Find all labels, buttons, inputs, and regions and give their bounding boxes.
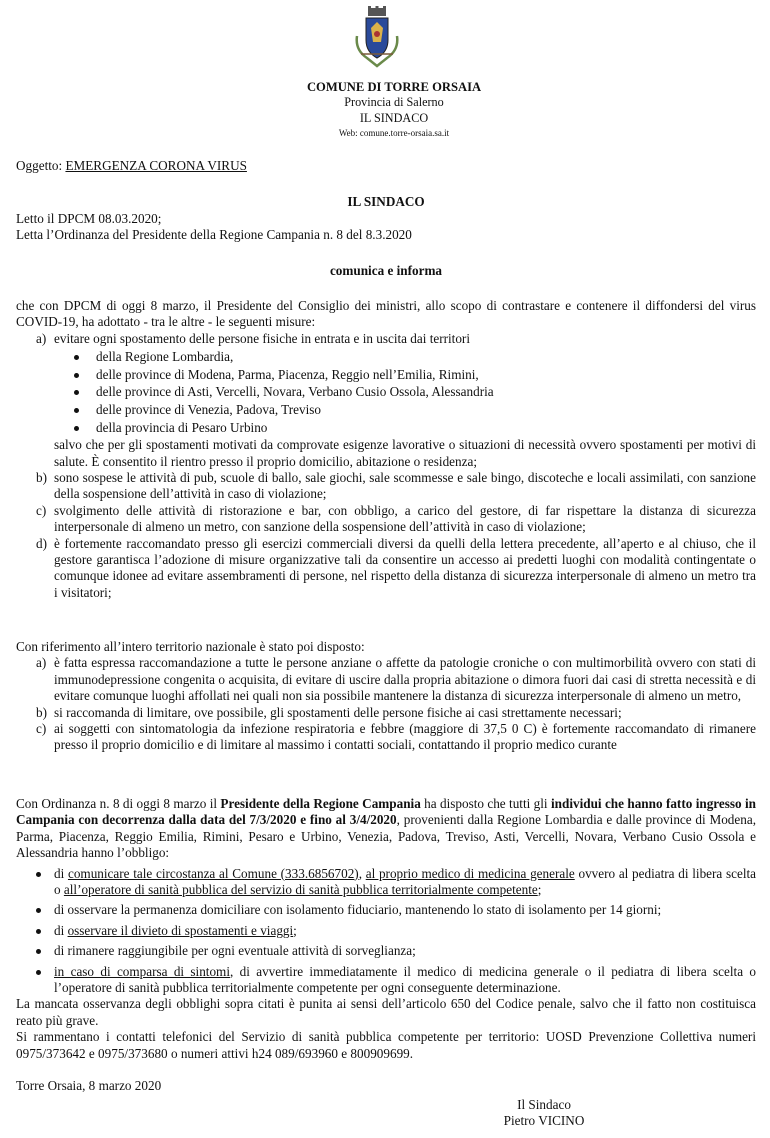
- item-text: è fatta espressa raccomandazione a tutte le persone anziane o affette da patologie croniche o con multimorbilità ovvero con stati di immunodepressione congenita o acquisita, di evitare di uscire dalla propria abitazione o dimora fuori dai casi di stretta necessità e di evitare comunque luoghi affollati nei quali non sia possibile mantenere la distanza di sicurezza interpersonale di almeno un metro,: [54, 655, 756, 704]
- bullet-icon: [36, 929, 41, 934]
- list-item: [16, 866, 756, 899]
- bullet-text: della provincia di Pesaro Urbino: [96, 419, 268, 435]
- list-item: [16, 349, 756, 367]
- item-marker: c): [36, 502, 47, 518]
- item-text: sono sospese le attività di pub, scuole di ballo, sale giochi, sale scommesse e sale bingo, discoteche e locali assimilati, con sanzione della sospensione dell’attività in caso di violazione;: [54, 470, 756, 502]
- item-b: [16, 470, 756, 503]
- bullet-icon: [36, 949, 41, 954]
- text: di: [54, 922, 68, 938]
- section-dpcm: [16, 298, 756, 601]
- list-item: [16, 923, 756, 939]
- obbligo-2: di osservare la permanenza domiciliare con isolamento fiduciario, mantenendo lo stato di isolamento per 14 giorni;: [54, 902, 662, 918]
- ordinanza-text-1: Con Ordinanza n. 8 di oggi 8 marzo il: [16, 796, 221, 811]
- item-d: [16, 536, 756, 602]
- comune-name: COMUNE DI TORRE ORSAIA: [306, 80, 482, 94]
- website: Web: comune.torre-orsaia.sa.it: [338, 128, 450, 138]
- comune-crest-logo: [349, 6, 405, 68]
- item-a: [16, 655, 756, 704]
- text: ;: [293, 922, 297, 938]
- bullet-text: della Regione Lombardia,: [96, 349, 234, 365]
- ordinanza-text-2: ha disposto che tutti gli: [420, 796, 551, 811]
- item-marker: b): [36, 470, 47, 485]
- nazionale-intro: Con riferimento all’intero territorio nazionale è stato poi disposto:: [16, 639, 365, 654]
- text: ;: [537, 882, 542, 898]
- bullet-icon: [74, 373, 79, 378]
- item-a: [16, 331, 756, 347]
- underlined-text: comunicare tale circostanza al Comune (333.6856702): [67, 865, 359, 881]
- text: ovvero al pediatra di libera scelta o: [54, 865, 756, 898]
- item-b: [16, 705, 756, 721]
- item-marker: c): [36, 721, 47, 737]
- item-marker: d): [36, 535, 47, 551]
- text: ,: [358, 865, 366, 881]
- signature-role: Il Sindaco: [517, 1097, 571, 1112]
- signature-block: [474, 1097, 614, 1130]
- ordinanza-paragraph: [16, 796, 756, 862]
- list-item: [16, 402, 756, 420]
- bullet-text: delle province di Asti, Vercelli, Novara, Verbano Cusio Ossola, Alessandria: [96, 384, 494, 400]
- item-text: evitare ogni spostamento delle persone fisiche in entrata e in uscita dai territori: [54, 330, 470, 346]
- item-a-continuation: salvo che per gli spostamenti motivati da comprovate esigenze lavorative o situazioni di necessità ovvero spostamenti per motivi di salute. È consentito il rientro presso il proprio domicilio, abitazione o residenza;: [54, 437, 756, 469]
- underlined-text: osservare il divieto di spostamenti e viaggi: [67, 922, 294, 938]
- comunica-heading: comunica e informa: [329, 263, 443, 278]
- list-item: [16, 943, 756, 959]
- letto-line-1: Letto il DPCM 08.03.2020;: [16, 211, 162, 226]
- oggetto-value: EMERGENZA CORONA VIRUS: [65, 158, 247, 173]
- letto-block: [16, 211, 756, 244]
- bullet-icon: [74, 355, 79, 360]
- item-marker: a): [36, 655, 47, 671]
- doc-title: IL SINDACO: [347, 194, 425, 209]
- ordinanza-bold-2: individui che hanno fatto ingresso in Campania con decorrenza dalla data del 7/3/2020 e fino al 3/4/2020: [16, 796, 756, 828]
- underlined-text: al proprio medico di medicina generale: [365, 865, 575, 881]
- underlined-text: in caso di comparsa di sintomi: [54, 963, 230, 979]
- obbligo-3: [54, 923, 756, 939]
- oggetto-line: [16, 158, 756, 174]
- letto-line-2: Letta l’Ordinanza del Presidente della Regione Campania n. 8 del 8.3.2020: [16, 227, 412, 243]
- item-marker: a): [36, 330, 47, 346]
- intro-paragraph: che con DPCM di oggi 8 marzo, il Presidente del Consiglio dei ministri, allo scopo di contrastare e contenere il diffondersi del virus COVID-19, ha adottato - tra le altre - le seguenti misure:: [16, 298, 756, 330]
- bullet-icon: [74, 426, 79, 431]
- bullet-icon: [36, 908, 41, 913]
- bullet-icon: [74, 390, 79, 395]
- obbligo-4: di rimanere raggiungibile per ogni eventuale attività di sorveglianza;: [54, 943, 416, 959]
- item-text: svolgimento delle attività di ristorazione e bar, con obbligo, a carico del gestore, di far rispettare la distanza di sicurezza interpersonale di almeno un metro, con sanzione della sospensione dell’attività in caso di violazione;: [54, 502, 756, 535]
- bullet-icon: [74, 408, 79, 413]
- text: di: [54, 865, 68, 881]
- item-text: ai soggetti con sintomatologia da infezione respiratoria e febbre (maggiore di 37,5 0 C) è fortemente raccomandato di rimanere presso il proprio domicilio e di limitare al massimo i contatti sociali, contattando il proprio medico curante: [54, 721, 756, 753]
- date-place: Torre Orsaia, 8 marzo 2020: [16, 1078, 162, 1093]
- item-text: è fortemente raccomandato presso gli esercizi commerciali diversi da quelli della lettera precedente, all’aperto e al chiuso, che il gestore garantisca l’adozione di misure organizzative tali da consentire un accesso ai predetti luoghi con modalità contingentate o comunque idonee ad evitare assembramenti di persone, nel rispetto della distanza di sicurezza interpersonale di almeno un metro tra i visitatori;: [54, 535, 756, 600]
- obbligo-1: [54, 866, 756, 899]
- list-item: [16, 367, 756, 385]
- bullet-icon: [36, 872, 41, 877]
- item-text: si raccomanda di limitare, ove possibile, gli spostamenti delle persone fisiche ai casi strettamente necessari;: [54, 704, 622, 720]
- ordinanza-bold-1: Presidente della Regione Campania: [220, 796, 421, 811]
- header-sindaco: IL SINDACO: [359, 110, 429, 125]
- section-nazionale: [16, 639, 756, 754]
- list-item: [16, 420, 756, 438]
- text: , di avvertire immediatamente il medico di medicina generale o il pediatra di libera scelta o l’operatore di sanità pubblica territorialmente competente per ogni conseguente determinazione.: [54, 963, 756, 996]
- obbligo-5: [54, 964, 756, 997]
- item-c: [16, 721, 756, 754]
- oggetto-label: Oggetto:: [16, 158, 63, 173]
- mancata-paragraph: La mancata osservanza degli obblighi sopra citati è punita ai sensi dell’articolo 650 del Codice penale, salvo che il fatto non costituisca reato più grave.: [16, 996, 756, 1028]
- contatti-paragraph: Si rammentano i contatti telefonici del Servizio di sanità pubblica competente per territorio: UOSD Prevenzione Collettiva numeri 0975/373642 e 0975/373680 o numeri attivi h24 089/693960 e 800909699.: [16, 1029, 756, 1061]
- list-item: [16, 384, 756, 402]
- bullet-text: delle province di Modena, Parma, Piacenza, Reggio nell’Emilia, Rimini,: [96, 366, 479, 382]
- bullet-text: delle province di Venezia, Padova, Treviso: [96, 402, 321, 417]
- item-c: [16, 503, 756, 536]
- list-item: [16, 964, 756, 997]
- letterhead: [0, 80, 770, 140]
- list-item: [16, 902, 756, 918]
- item-marker: b): [36, 704, 47, 720]
- ordinanza-text-3: , provenienti dalla Regione Lombardia e dalle province di Modena, Parma, Piacenza, Reggio Emilia, Rimini, Pesaro e Urbino, Venezia, Padova, Treviso, Asti, Vercelli, Novara, Verbano Cusio Ossola e Alessandria hanno l’obbligo:: [16, 812, 756, 861]
- bullet-icon: [36, 970, 41, 975]
- provincia: Provincia di Salerno: [344, 95, 444, 109]
- section-ordinanza: [16, 796, 756, 1062]
- signature-name: Pietro VICINO: [503, 1113, 585, 1129]
- underlined-text: all’operatore di sanità pubblica del servizio di sanità pubblica territorialmente competente: [63, 882, 538, 898]
